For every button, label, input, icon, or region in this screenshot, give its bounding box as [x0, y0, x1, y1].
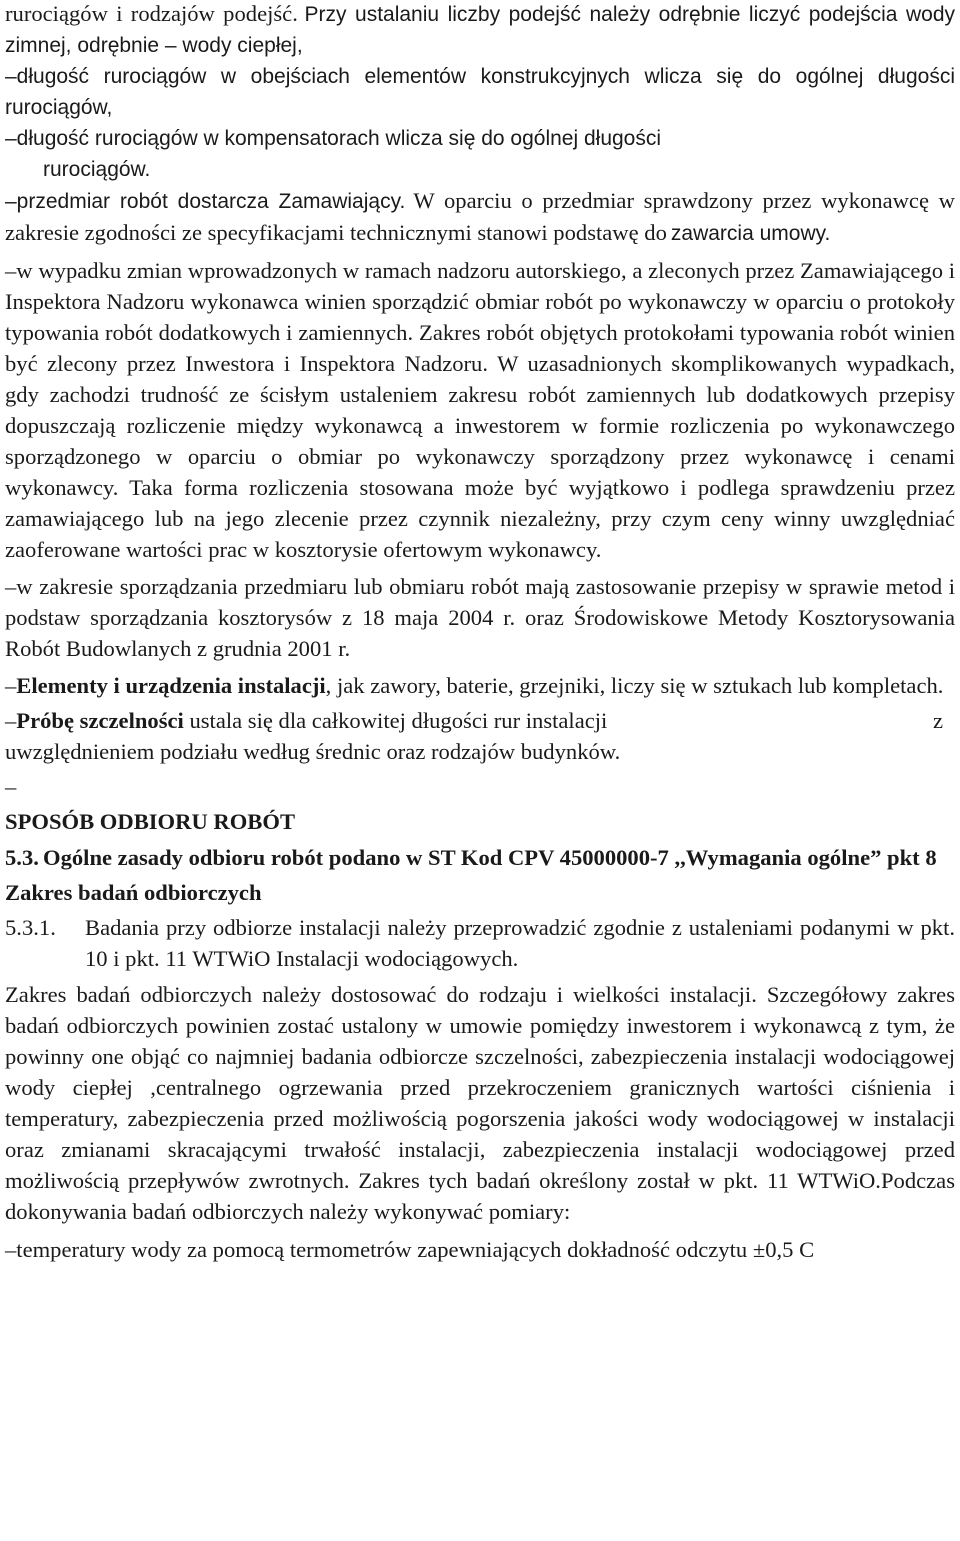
bullet-przedmiar-serif: W oparciu o przedmiar sprawdzony przez wykonawcę w zakresie zgodności ze specyfikacjami technicznymi stanowi podstawę do	[5, 188, 955, 245]
bullet-przedmiar-end: zawarcia umowy.	[670, 222, 831, 245]
bullet-przedmiar-sans: –przedmiar robót dostarcza Zamawiający.	[5, 190, 406, 213]
bullet-elementy	[5, 670, 955, 701]
bullet-proba-rest: ustala się dla całkowitej długości rur instalacji	[183, 708, 608, 733]
bullet-kosztorysy: –w zakresie sporządzania przedmiaru lub obmiaru robót mają zastosowanie przepisy w sprawie metod i podstaw sporządzania kosztorysów z 18 maja 2004 r. oraz Środowiskowe Metody Kosztorysowania Robót Budowlanych z grudnia 2001 r.	[5, 574, 955, 661]
item-5-3-1-text: Badania przy odbiorze instalacji należy przeprowadzić zgodnie z ustaleniami podanymi w pkt. 10 i pkt. 11 WTWiO Instalacji wodociągowych.	[85, 915, 955, 971]
bullet-proba	[5, 705, 955, 767]
bullet-kompensatory	[5, 123, 955, 185]
bullet-dash: –	[5, 673, 17, 698]
intro-serif-text: rurociągów i rodzajów podejść.	[5, 1, 298, 26]
item-5-3-1	[5, 912, 955, 974]
bullet-proba-line2: uwzględnieniem podziału według średnic oraz rodzajów budynków.	[5, 739, 621, 764]
bullet-obejscia: –długość rurociągów w obejściach elementów konstrukcyjnych wlicza się do ogólnej długości rurociągów,	[5, 65, 955, 119]
bullet-proba-z: z	[932, 708, 943, 733]
paragraph-intro	[5, 0, 955, 61]
item-5-3-1-number: 5.3.1.	[5, 915, 56, 940]
bullet-temperatura: –temperatury wody za pomocą termometrów zapewniających dokładność odczytu ±0,5 C	[5, 1237, 815, 1262]
heading-5-3-text: Ogólne zasady odbioru robót podano w ST Kod CPV 45000000-7 ,,Wymagania ogólne” pkt 8	[43, 845, 937, 870]
bullet-dash: –	[5, 708, 17, 733]
bold-term-elementy: Elementy i urządzenia instalacji	[16, 673, 326, 698]
heading-5-3-number: 5.3.	[5, 845, 39, 870]
bold-term-proba: Próbę szczelności	[16, 708, 184, 733]
bullet-kompensatory-line1: –długość rurociągów w kompensatorach wlicza się do ogólnej długości	[5, 127, 662, 150]
bullet-kompensatory-line2: rurociągów.	[43, 158, 151, 181]
intro-sans-text: Przy ustalaniu liczby podejść należy odrębnie liczyć podejścia wody zimnej, odrębnie – wody ciepłej,	[5, 3, 955, 57]
heading-zakres-badan: Zakres badań odbiorczych	[5, 880, 262, 905]
paragraph-zakres-badan: Zakres badań odbiorczych należy dostosować do rodzaju i wielkości instalacji. Szczegółowy zakres badań odbiorczych powinien zostać ustalony w umowie pomiędzy inwestorem i wykonawcą z tym, że powinny one objąć co najmniej badania odbiorcze szczelności, zabezpieczenia instalacji wodociągowej wody ciepłej ,centralnego ogrzewania przed przekroczeniem granicznych wartości ciśnienia i temperatury, zabezpieczenia przed możliwością pogorszenia jakości wody wodociągowej w instalacji oraz zmianami skracającymi trwałość instalacji, zabezpieczenia instalacji wodociągowej przed możliwością przepływów zwrotnych. Zakres tych badań określony został w pkt. 11 WTWiO.Podczas dokonywania badań odbiorczych należy wykonywać pomiary:	[5, 982, 955, 1224]
bullet-zmiany: –w wypadku zmian wprowadzonych w ramach nadzoru autorskiego, a zleconych przez Zamawiającego i Inspektora Nadzoru wykonawca winien sporządzić obmiar robót po wykonawczy w oparciu o protokoły typowania robót dodatkowych i zamiennych. Zakres robót objętych protokołami typowania robót winien być zlecony przez Inwestora i Inspektora Nadzoru. W uzasadnionych skomplikowanych wypadkach, gdy zachodzi trudność ze ścisłym ustaleniem zakresu robót zamiennych lub dodatkowych przepisy dopuszczają rozliczenie między wykonawcą a inwestorem w formie rozliczenia po wykonawczego sporządzonego w oparciu o obmiar po wykonawczy sporządzony przez wykonawcę i cenami wykonawcy. Taka forma rozliczenia stosowana może być wyjątkowo i podlega sprawdzeniu przez zamawiającego lub na jego zlecenie przez czynnik niezależny, przy czym ceny winny uwzględniać zaoferowane wartości prac w kosztorysie ofertowym wykonawcy.	[5, 258, 955, 562]
bullet-elementy-rest: , jak zawory, baterie, grzejniki, liczy się w sztukach lub kompletach.	[325, 673, 944, 698]
lone-dash: –	[5, 774, 17, 799]
heading-5-3	[5, 842, 955, 874]
bullet-przedmiar	[5, 185, 955, 249]
heading-sposob-odbioru: SPOSÓB ODBIORU ROBÓT	[5, 809, 296, 834]
